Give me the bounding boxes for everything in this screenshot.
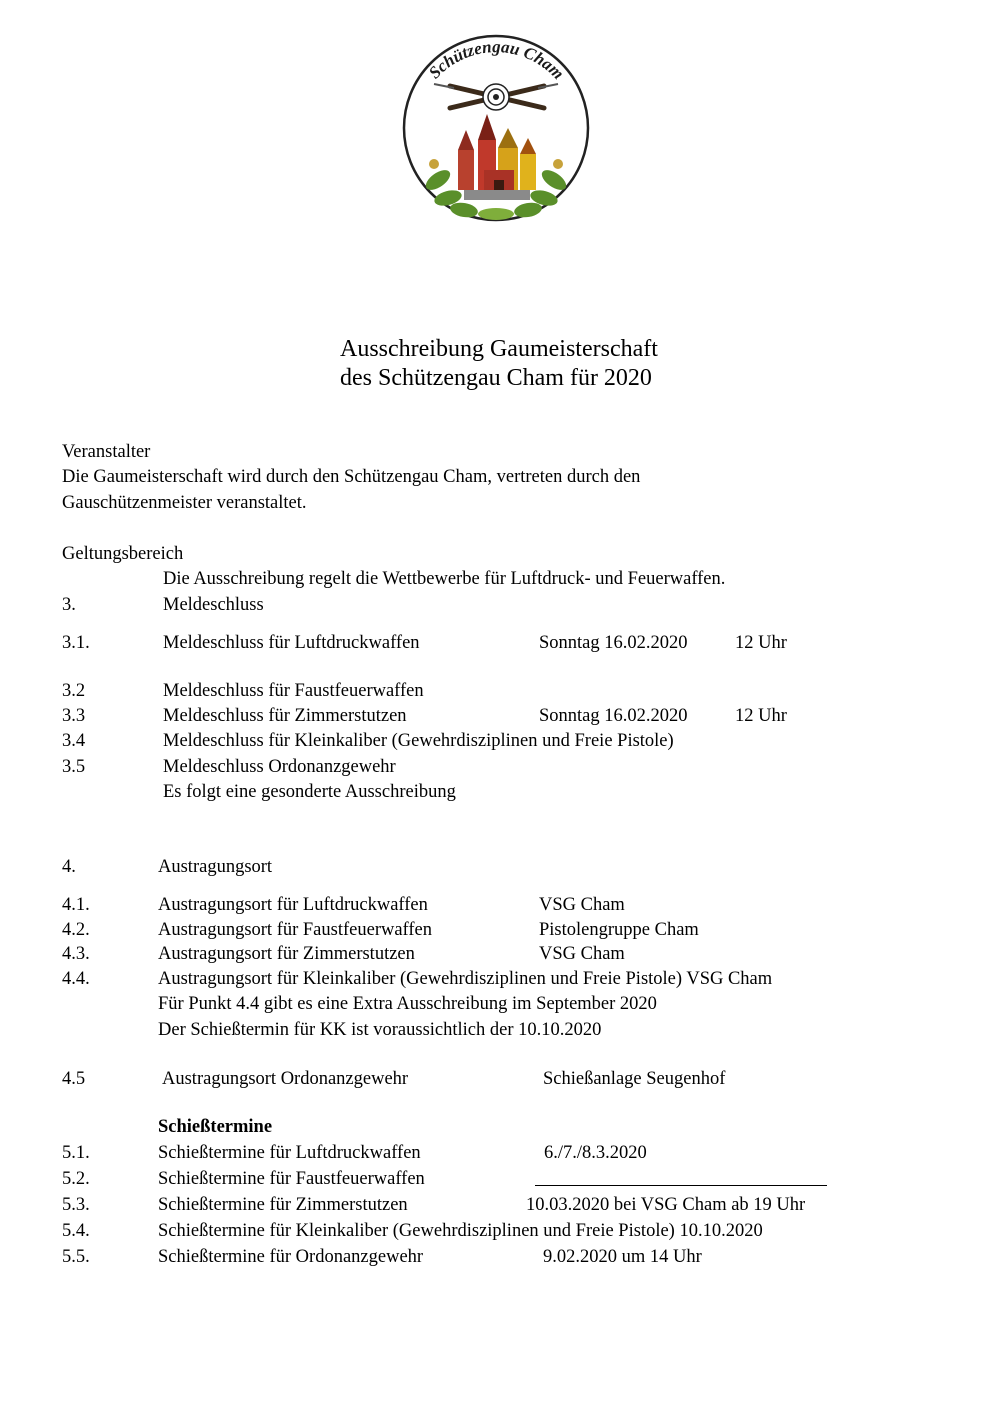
club-logo [398,30,594,230]
item-label: Austragungsort für Kleinkaliber (Gewehrdisziplinen und Freie Pistole) VSG Cham [158,969,773,989]
geltungsbereich-heading: Geltungsbereich [62,544,184,564]
item-label: Austragungsort für Zimmerstutzen [158,944,415,964]
item-number: 3.5 [62,757,86,777]
veranstalter-text-line2: Gauschützenmeister veranstaltet. [62,493,307,513]
item-date: 9.02.2020 um 14 Uhr [543,1247,702,1267]
item-label: Austragungsort Ordonanzgewehr [162,1069,409,1089]
item-label: Meldeschluss für Luftdruckwaffen [163,633,420,653]
item-label: Schießtermine für Ordonanzgewehr [158,1247,424,1267]
target-icon [483,84,509,110]
blank-date-line [535,1185,827,1186]
veranstalter-text-line1: Die Gaumeisterschaft wird durch den Schützengau Cham, vertreten durch den [62,467,641,487]
item-label: Meldeschluss für Zimmerstutzen [163,706,407,726]
item-label: Schießtermine für Luftdruckwaffen [158,1143,421,1163]
item-number: 3.3 [62,706,86,726]
item-number: 3.1. [62,633,90,653]
item-label: Meldeschluss für Faustfeuerwaffen [163,681,424,701]
item-number: 3.2 [62,681,86,701]
item-number: 3.4 [62,731,86,751]
town-skyline-icon [458,114,536,200]
meldeschluss-heading: Meldeschluss [163,595,264,615]
logo-lettering: Schützengau Cham [424,37,568,84]
document-title-line2: des Schützengau Cham für 2020 [340,365,652,391]
austragungsort-note2: Der Schießtermin für KK ist voraussichtlich der 10.10.2020 [158,1020,602,1040]
svg-text:Schützengau Cham [425,37,568,83]
austragungsort-note1: Für Punkt 4.4 gibt es eine Extra Ausschreibung im September 2020 [158,994,657,1014]
item-place: Pistolengruppe Cham [539,920,699,940]
item-date: Sonntag 16.02.2020 [539,706,688,726]
item-number: 4.4. [62,969,90,989]
item-number: 5.2. [62,1169,90,1189]
item-number: 4.3. [62,944,90,964]
item-label: Meldeschluss für Kleinkaliber (Gewehrdisziplinen und Freie Pistole) [163,731,674,751]
item-time: 12 Uhr [735,706,787,726]
meldeschluss-note: Es folgt eine gesonderte Ausschreibung [163,782,456,802]
item-number: 5.4. [62,1221,90,1241]
item-number: 4.5 [62,1069,86,1089]
schiesstermine-heading: Schießtermine [158,1117,273,1137]
item-number: 4.2. [62,920,90,940]
item-number: 4.1. [62,895,90,915]
austragungsort-heading: Austragungsort [158,857,273,877]
item-place: Schießanlage Seugenhof [543,1069,726,1089]
item-label: Schießtermine für Faustfeuerwaffen [158,1169,425,1189]
section-number: 4. [62,857,76,877]
item-time: 12 Uhr [735,633,787,653]
item-date: Sonntag 16.02.2020 [539,633,688,653]
item-number: 5.5. [62,1247,90,1267]
item-label: Schießtermine für Kleinkaliber (Gewehrdisziplinen und Freie Pistole) 10.10.2020 [158,1221,763,1241]
section-number: 3. [62,595,76,615]
geltungsbereich-text: Die Ausschreibung regelt die Wettbewerbe für Luftdruck- und Feuerwaffen. [163,569,726,589]
item-place: VSG Cham [539,895,625,915]
veranstalter-heading: Veranstalter [62,442,151,462]
item-place: VSG Cham [539,944,625,964]
item-date: 6./7./8.3.2020 [544,1143,647,1163]
item-number: 5.3. [62,1195,90,1215]
item-date: 10.03.2020 bei VSG Cham ab 19 Uhr [526,1195,806,1215]
item-label: Austragungsort für Faustfeuerwaffen [158,920,432,940]
item-label: Schießtermine für Zimmerstutzen [158,1195,408,1215]
item-label: Austragungsort für Luftdruckwaffen [158,895,428,915]
document-title-line1: Ausschreibung Gaumeisterschaft [340,336,658,362]
item-label: Meldeschluss Ordonanzgewehr [163,757,396,777]
item-number: 5.1. [62,1143,90,1163]
